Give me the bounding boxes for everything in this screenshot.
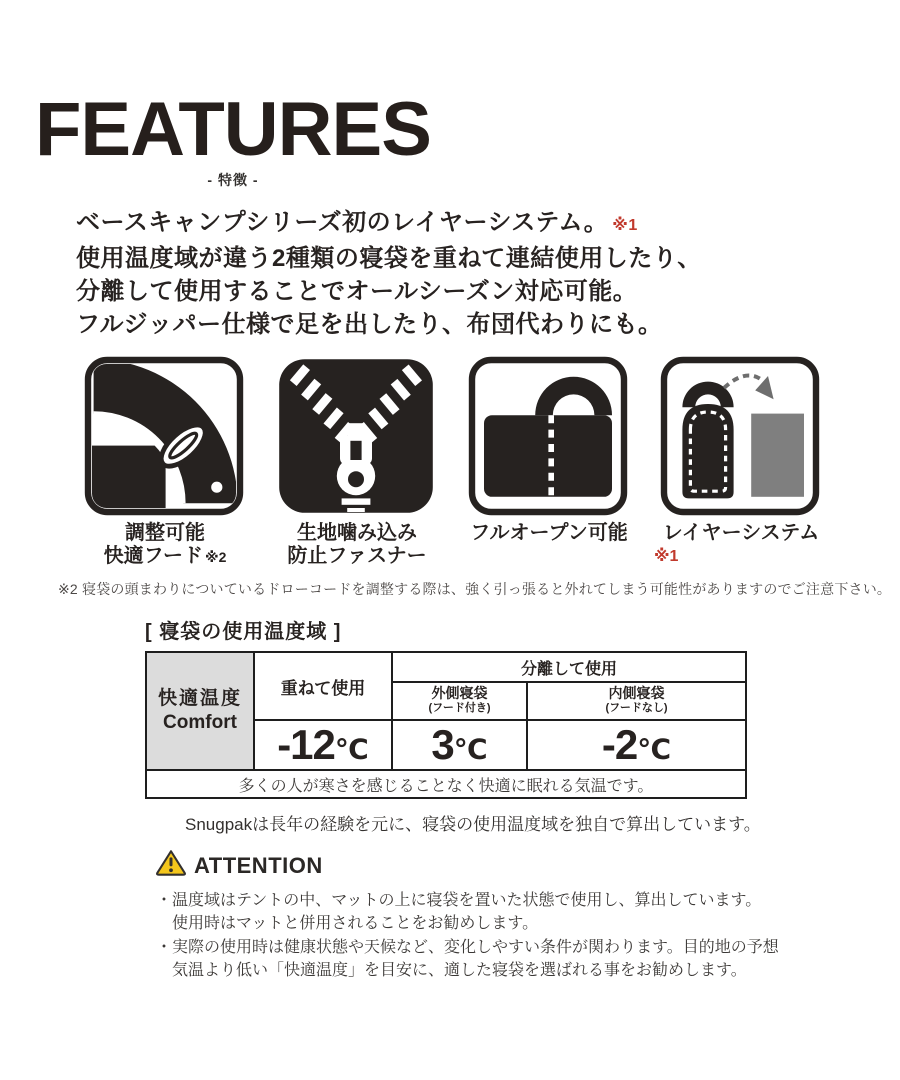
attention-bullets [156, 889, 786, 982]
temp-value-inner: -2℃ [527, 720, 746, 770]
intro-text [76, 206, 900, 341]
attention-heading-label: ATTENTION [194, 852, 323, 878]
temp-value-stacked: -12℃ [254, 720, 392, 770]
feature-item-layer-system [652, 356, 830, 569]
feature-label: レイヤーシステム ※1 [652, 522, 830, 568]
table-title: [ 寝袋の使用温度域 ] [145, 621, 342, 643]
outer-bag-header: 外側寝袋 (フード付き) [392, 682, 527, 720]
intro-line: ベースキャンプシリーズ初のレイヤーシステム。 ※1 [76, 209, 638, 236]
attention-bullet: ・ 温度域はテントの中、マットの上に寝袋を置いた状態で使用し、算出しています。 使用時はマットと併用されることをお勧めします。 [156, 892, 762, 932]
attention-section [156, 849, 786, 982]
full-open-icon [460, 356, 638, 516]
ref-mark-1: ※1 [654, 548, 679, 565]
snugpak-note: Snugpakは長年の経験を元に、寝袋の使用温度域を独自で算出しています。 [185, 815, 761, 834]
layer-system-icon [652, 356, 830, 516]
attention-bullet: ・ 実際の使用時は健康状態や天候など、変化しやすい条件が関わります。目的地の予想 気温より低い「快適温度」を目安に、適した寝袋を選ばれる事をお勧めします。 [156, 939, 779, 979]
inner-bag-header: 内側寝袋 (フードなし) [527, 682, 746, 720]
feature-label: 調整可能 快適フード ※2 [103, 522, 227, 567]
ref-mark-1: ※1 [612, 217, 638, 234]
temperature-table [145, 651, 747, 799]
page-title: FEATURES [35, 87, 431, 172]
feature-item-full-open [460, 356, 638, 569]
warning-icon [156, 849, 186, 882]
feature-label: フルオープン可能 [470, 522, 628, 544]
intro-line: 使用温度域が違う2種類の寝袋を重ねて連結使用したり、 [76, 245, 702, 272]
feature-item-zipper [268, 356, 446, 569]
attention-heading [156, 849, 786, 882]
temp-value-outer: 3℃ [392, 720, 527, 770]
feature-item-hood [76, 356, 254, 569]
page-subtitle: - 特徴 - [207, 172, 259, 188]
hood-icon [76, 356, 254, 516]
footnote: ※2 寝袋の頭まわりについているドローコードを調整する際は、強く引っ張ると外れてしまう可能性がありますのでご注意下さい。 [58, 581, 892, 597]
separated-use-header: 分離して使用 [392, 652, 746, 682]
comfort-header-cell: 快適温度 Comfort [146, 652, 254, 770]
title-block [35, 87, 431, 190]
features-row [76, 356, 900, 569]
temperature-section [145, 615, 900, 799]
table-footer-note: 多くの人が寒さを感じることなく快適に眠れる気温です。 [146, 770, 746, 798]
intro-line: フルジッパー仕様で足を出したり、布団代わりにも。 [76, 311, 663, 338]
ref-mark-2: ※2 [205, 549, 227, 565]
stacked-use-header: 重ねて使用 [254, 652, 392, 720]
zipper-icon [268, 356, 446, 516]
intro-line: 分離して使用することでオールシーズン対応可能。 [76, 278, 638, 305]
feature-label: 生地噛み込み 防止ファスナー [287, 522, 427, 567]
